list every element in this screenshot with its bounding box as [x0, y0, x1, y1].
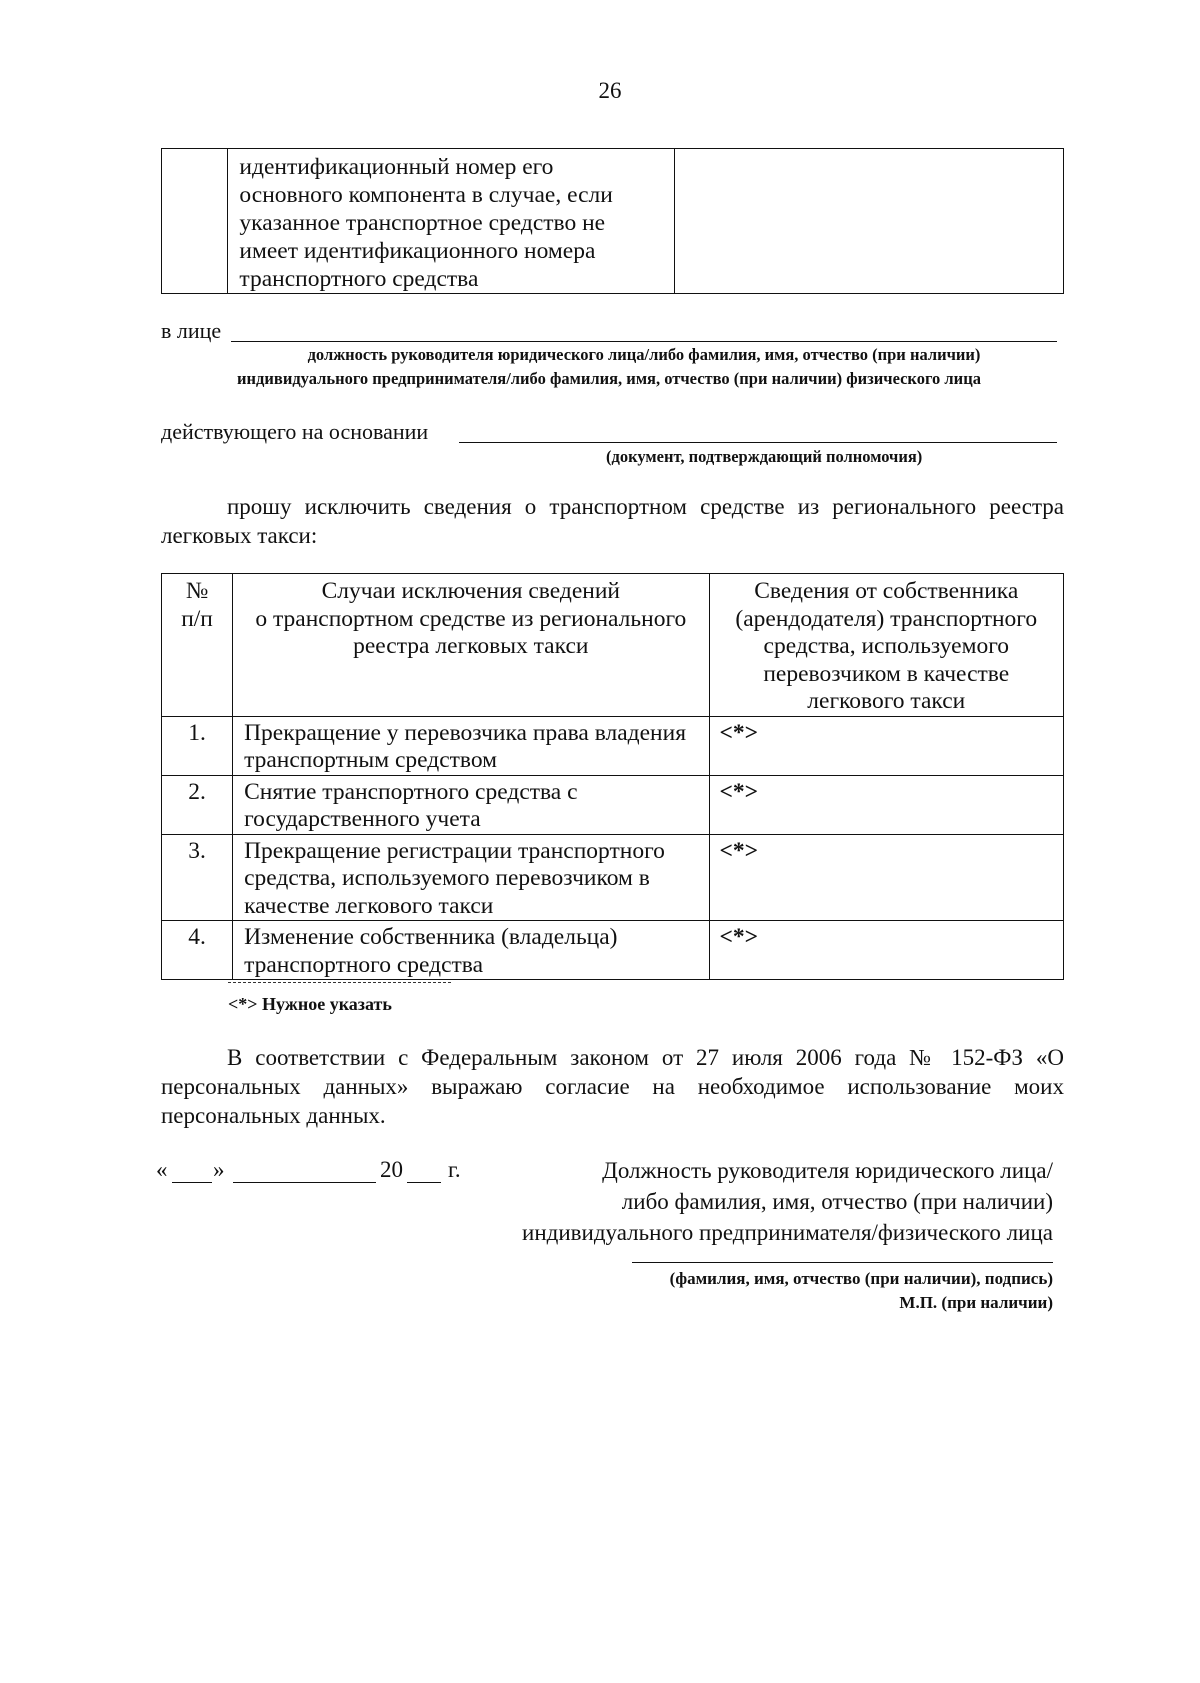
header-text: средства, используемого — [763, 633, 1009, 659]
header-text: реестра легковых такси — [353, 633, 589, 659]
row-case — [233, 775, 709, 834]
text-line: указанное транспортное средство не — [239, 210, 606, 236]
header-text: о транспортном средстве из регионального — [255, 605, 687, 632]
footnote: <*> Нужное указать — [228, 994, 392, 1014]
table-cell-number — [162, 149, 228, 294]
representative-label: в лице — [161, 318, 222, 343]
representative-caption-1: должность руководителя юридического лица/либо фамилия, имя, отчество (при наличии) — [307, 345, 981, 364]
header-text: перевозчиком в качестве — [763, 660, 1010, 687]
row-case — [233, 921, 709, 980]
signatory-line: либо фамилия, имя, отчество (при наличии) — [621, 1189, 1053, 1214]
row-case — [233, 834, 709, 921]
basis-caption: (документ, подтверждающий полномочия) — [606, 447, 923, 466]
header-owner-info — [709, 574, 1063, 717]
row-number: 1. — [162, 716, 233, 775]
row-case — [233, 716, 709, 775]
stamp-caption: М.П. (при наличии) — [899, 1293, 1053, 1312]
vehicle-id-description-cell — [228, 149, 674, 294]
consent-paragraph: В соответствии с Федеральным законом от 27 июля 2006 года № 152-ФЗ «О персональных данных» выражаю согласие на необходимое использование моих персональных данных. — [161, 1045, 1064, 1128]
table-row — [162, 834, 1064, 921]
table-row — [162, 921, 1064, 980]
basis-label: действующего на основании — [161, 419, 429, 444]
header-text: (арендодателя) транспортного — [735, 605, 1038, 632]
case-text: качестве легкового такси — [244, 892, 494, 919]
header-number — [162, 574, 233, 717]
header-text: легкового такси — [807, 688, 966, 714]
row-number: 3. — [162, 834, 233, 921]
row-owner-info-input[interactable]: <*> — [709, 775, 1063, 834]
signature-field[interactable] — [632, 1262, 1053, 1263]
date-open-quote: « — [156, 1157, 168, 1182]
signatory-line: Должность руководителя юридического лица/ — [602, 1158, 1053, 1183]
date-year-prefix: 20 — [380, 1157, 403, 1182]
footnote-separator — [228, 982, 451, 983]
case-text: средства, используемого перевозчиком в — [244, 865, 650, 891]
date-close-quote: » — [213, 1157, 225, 1182]
header-text: Сведения от собственника — [754, 578, 1019, 604]
exclusion-cases-table — [161, 573, 1064, 980]
date-year-suffix: г. — [448, 1157, 461, 1182]
case-text: Прекращение у перевозчика права владения — [244, 719, 687, 746]
case-text: государственного учета — [244, 806, 481, 832]
text-line: идентификационный номер его — [239, 154, 554, 180]
signatory-description — [413, 1155, 1053, 1248]
vehicle-id-value-cell[interactable] — [674, 149, 1064, 294]
header-case — [233, 574, 709, 717]
row-number: 4. — [162, 921, 233, 980]
case-text: Изменение собственника (владельца) — [244, 924, 618, 950]
row-owner-info-input[interactable]: <*> — [709, 921, 1063, 980]
case-text: Снятие транспортного средства с — [244, 778, 578, 805]
signature-caption: (фамилия, имя, отчество (при наличии), подпись) — [669, 1269, 1053, 1288]
row-number: 2. — [162, 775, 233, 834]
page-number: 26 — [598, 78, 622, 103]
vehicle-id-table-fragment — [161, 148, 1064, 294]
case-text: транспортного средства — [244, 951, 484, 978]
text-line: основного компонента в случае, если — [239, 182, 613, 208]
case-text: транспортным средством — [244, 747, 498, 773]
row-owner-info-input[interactable]: <*> — [709, 834, 1063, 921]
representative-field[interactable] — [231, 341, 1057, 342]
date-month-field[interactable] — [233, 1182, 376, 1183]
header-text: № — [185, 578, 209, 604]
text-line: имеет идентификационного номера — [239, 238, 596, 264]
row-owner-info-input[interactable]: <*> — [709, 716, 1063, 775]
basis-field[interactable] — [459, 442, 1057, 443]
representative-caption-2: индивидуального предпринимателя/либо фамилия, имя, отчество (при наличии) физического лица — [237, 369, 981, 388]
date-day-field[interactable] — [172, 1182, 212, 1183]
text-line: транспортного средства — [239, 266, 479, 292]
signatory-line: индивидуального предпринимателя/физического лица — [522, 1220, 1053, 1245]
header-text: п/п — [181, 605, 213, 632]
table-row — [162, 775, 1064, 834]
table-header-row — [162, 574, 1064, 717]
table-row — [162, 716, 1064, 775]
header-text: Случаи исключения сведений — [321, 578, 620, 604]
request-paragraph: прошу исключить сведения о транспортном средстве из регионального реестра легковых такси: — [161, 494, 1064, 548]
case-text: Прекращение регистрации транспортного — [244, 837, 665, 864]
